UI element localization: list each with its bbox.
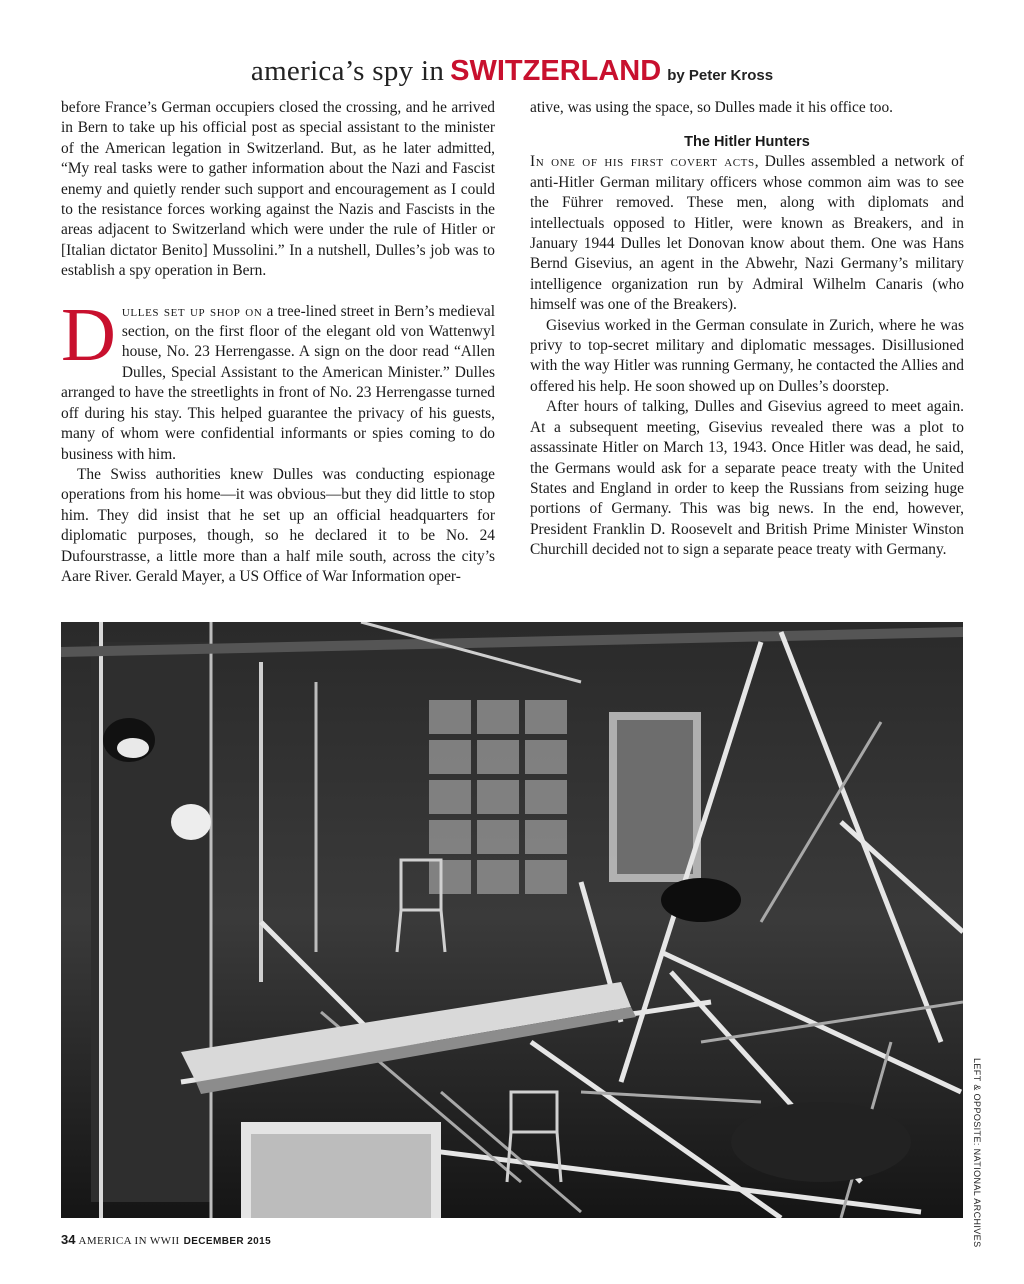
paragraph: ative, was using the space, so Dulles made it his office too.: [530, 99, 894, 116]
paragraph-leadin: [530, 152, 964, 315]
series-title: america’s spy in: [250, 55, 445, 87]
byline: by Peter Kross: [667, 67, 774, 84]
lead-in: ulles set up shop on: [121, 302, 263, 320]
paragraph-body: , Dulles assembled a network of anti-Hitler German military officers whose common aim was to see the Führer removed. These men, along with diplomats and intellectuals opposed to Hitler, were known as Breakers, and in January 1944 Dulles let Donovan know about them. One was Hans Bernd Gisevius, an agent in the Abwehr, Nazi Germany’s military intelligence organization run by Admiral Wilhelm Canaris (who himself was one of the Breakers).: [530, 153, 965, 314]
photo-credit: LEFT & OPPOSITE: NATIONAL ARCHIVES: [972, 1058, 982, 1248]
paragraph: Gisevius worked in the German consulate in Zurich, where he was privy to top-secret military and diplomatic messages. Disillusioned with the way Hitler was running Germany, he contacted the Allies and offered his help. He soon showed up on Dulles’s doorstep.: [530, 316, 964, 395]
paragraph: The Swiss authorities knew Dulles was conducting espionage operations from his home—it was obvious—but they did little to stop him. They did insist that he set up an official headquarters for diplomatic purposes, though, so he declared it to be No. 24 Dufourstrasse, a little more than a half mile south, across the city’s Aare River. Gerald Mayer, a US Office of War Information oper-: [61, 465, 495, 585]
lead-in: In one of his first covert acts: [530, 153, 755, 171]
article-header: [0, 55, 1024, 88]
magazine-name: AMERICA IN WWII: [78, 1235, 180, 1247]
paragraph-dropcap: [61, 292, 495, 465]
right-column: [530, 98, 964, 561]
issue-date: DECEMBER 2015: [183, 1236, 272, 1247]
page-footer: [61, 1232, 271, 1247]
page-number: 34: [61, 1232, 76, 1247]
drop-cap: D: [61, 292, 116, 377]
paragraph: before France’s German occupiers closed the crossing, and he arrived in Bern to take up his official post as special assistant to the minister of the American legation in Switzerland. But, as he later admitted, “My real tasks were to gather information about the Nazi and Fascist enemy and quietly render such support and encouragement as I could to the resistance forces working against the Nazis and Fascists in the areas adjacent to Switzerland which were under the rule of Hitler or [Italian dictator Benito] Mussolini.” In a nutshell, Dulles’s job was to establish a spy operation in Bern.: [61, 99, 495, 280]
photo-illustration: [61, 622, 963, 1218]
bomb-damage-photo: [61, 622, 963, 1218]
section-heading: The Hitler Hunters: [684, 134, 810, 151]
paragraph: After hours of talking, Dulles and Gisevius agreed to meet again. At a subsequent meeting, Gisevius revealed there was a plot to assassinate Hitler on March 13, 1943. Once Hitler was dead, he said, the Germans would ask for a separate peace treaty with the United States and England in order to keep the Russians from seizing huge portions of Germany. This was big news. In the end, however, President Franklin D. Roosevelt and British Prime Minister Winston Churchill decided not to sign a separate peace treaty with Germany.: [530, 398, 964, 559]
topic-title: SWITZERLAND: [450, 55, 662, 87]
left-column: [61, 98, 495, 587]
paragraph-body: a tree-lined street in Bern’s medieval section, on the first floor of the elegant old von Wattenwyl house, No. 23 Herrengasse. A sign on the door read “Allen Dulles, Special Assistant to the American Minister.” Dulles arranged to have the streetlights in front of No. 23 Herrengasse turned off during his stay. This helped guarantee the privacy of his guests, many of whom were confidential informants or spies coming to do business with him.: [61, 302, 495, 463]
